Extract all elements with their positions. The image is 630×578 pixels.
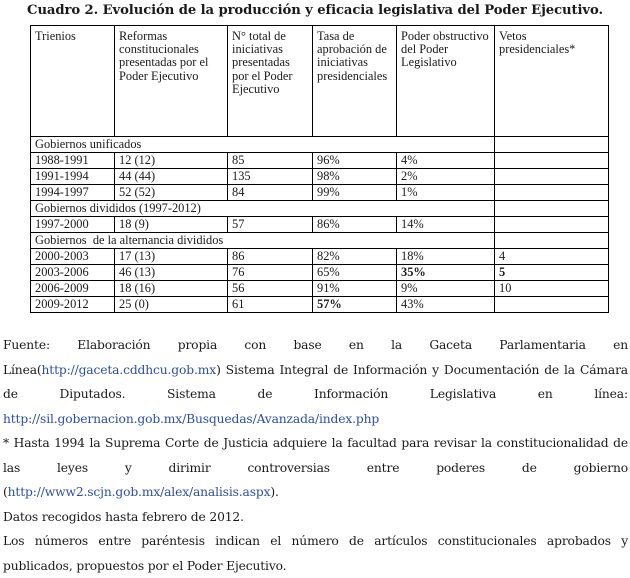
cell-vetos: [495, 297, 609, 313]
cell-tasa: 96%: [313, 153, 397, 169]
gaceta-link[interactable]: http://gaceta.cddhcu.gob.mx: [41, 362, 217, 377]
cell-tasa: 98%: [313, 169, 397, 185]
header-poder-obstructivo: Poder obstructivo del Poder Legislativo: [397, 26, 495, 137]
cell-vetos: [495, 217, 609, 233]
table-row: [31, 169, 609, 185]
cell-reformas: 17 (13): [115, 249, 228, 265]
cell-total: 61: [228, 297, 313, 313]
header-trienios: Trienios: [31, 26, 115, 137]
cell-total: 85: [228, 153, 313, 169]
group-label: Gobiernos divididos (1997-2012): [31, 201, 495, 217]
cell-tasa: 82%: [313, 249, 397, 265]
cell-total: 76: [228, 265, 313, 281]
legislative-table: [30, 25, 609, 313]
cell-obstructivo: 4%: [397, 153, 495, 169]
cell-vetos: 4: [495, 249, 609, 265]
cell-trienio: 1988-1991: [31, 153, 115, 169]
footnote-note: * Hasta 1994 la Suprema Corte de Justicia adquiere la facultad para revisar la constitucionalidad de las leyes y dirimir controversias entre poderes de gobierno (http://www2.scjn.gob.mx/alex/analisis.aspx).: [3, 436, 628, 499]
group-row: [31, 201, 609, 217]
cell-reformas: 46 (13): [115, 265, 228, 281]
cell-trienio: 2009-2012: [31, 297, 115, 313]
source-note: Fuente: Elaboración propia con base en la Gaceta Parlamentaria en Línea(http://gaceta.cddhcu.gob.mx) Sistema Integral de Información y Documentación de la Cámara de Diputados. Sistema de Información Legislativa en línea: http://sil.gobernacion.gob.mx/Busquedas/Avanzada/index.php: [3, 338, 628, 426]
group-row: [31, 233, 609, 249]
parentheses-note: Los números entre paréntesis indican el número de artículos constitucionales aprobados y publicados, propuestos por el Poder Ejecutivo.: [3, 534, 628, 573]
cell-trienio: 2000-2003: [31, 249, 115, 265]
cell-tasa: 65%: [313, 265, 397, 281]
data-date-note: Datos recogidos hasta febrero de 2012.: [3, 509, 244, 524]
cell-obstructivo: 1%: [397, 185, 495, 201]
header-reformas: Reformas constitucionales presentadas por el Poder Ejecutivo: [115, 26, 228, 137]
cell-trienio: 1997-2000: [31, 217, 115, 233]
cell-vetos: 10: [495, 281, 609, 297]
table-row: [31, 185, 609, 201]
cell-obstructivo: 18%: [397, 249, 495, 265]
table-row: [31, 153, 609, 169]
table-caption: Cuadro 2. Evolución de la producción y eficacia legislativa del Poder Ejecutivo.: [27, 3, 603, 18]
scjn-link[interactable]: http://www2.scjn.gob.mx/alex/analisis.aspx: [7, 485, 271, 499]
cell-obstructivo: 2%: [397, 169, 495, 185]
cell-obstructivo: 14%: [397, 217, 495, 233]
cell-reformas: 18 (9): [115, 217, 228, 233]
cell-trienio: 2003-2006: [31, 265, 115, 281]
sil-link[interactable]: http://sil.gobernacion.gob.mx/Busquedas/Avanzada/index.php: [3, 411, 380, 426]
cell-obstructivo: 35%: [397, 265, 495, 281]
group-label: Gobiernos unificados: [31, 137, 495, 153]
cell-reformas: 25 (0): [115, 297, 228, 313]
cell-vetos: 5: [495, 265, 609, 281]
header-vetos: Vetos presidenciales*: [495, 26, 609, 137]
table-row: [31, 281, 609, 297]
table-row: [31, 249, 609, 265]
cell-vetos: [495, 169, 609, 185]
cell-tasa: 99%: [313, 185, 397, 201]
cell-tasa: 57%: [313, 297, 397, 313]
table-row: [31, 217, 609, 233]
cell-total: 86: [228, 249, 313, 265]
cell-obstructivo: 9%: [397, 281, 495, 297]
group-label: Gobiernos de la alternancia divididos: [31, 233, 495, 249]
cell-reformas: 12 (12): [115, 153, 228, 169]
cell-tasa: 86%: [313, 217, 397, 233]
header-row: [31, 26, 609, 137]
cell-reformas: 18 (16): [115, 281, 228, 297]
cell-trienio: 2006-2009: [31, 281, 115, 297]
header-total-iniciativas: N° total de iniciativas presentadas por el Poder Ejecutivo: [228, 26, 313, 137]
group-row: [31, 137, 609, 153]
cell-vetos: [495, 153, 609, 169]
cell-total: 84: [228, 185, 313, 201]
cell-total: 56: [228, 281, 313, 297]
cell-trienio: 1994-1997: [31, 185, 115, 201]
cell-total: 57: [228, 217, 313, 233]
notes: [3, 333, 628, 578]
cell-trienio: 1991-1994: [31, 169, 115, 185]
cell-obstructivo: 43%: [397, 297, 495, 313]
cell-total: 135: [228, 169, 313, 185]
table-row: [31, 265, 609, 281]
cell-vetos: [495, 185, 609, 201]
cell-tasa: 91%: [313, 281, 397, 297]
cell-reformas: 52 (52): [115, 185, 228, 201]
cell-reformas: 44 (44): [115, 169, 228, 185]
table-row: [31, 297, 609, 313]
header-tasa-aprobacion: Tasa de aprobación de iniciativas presidenciales: [313, 26, 397, 137]
